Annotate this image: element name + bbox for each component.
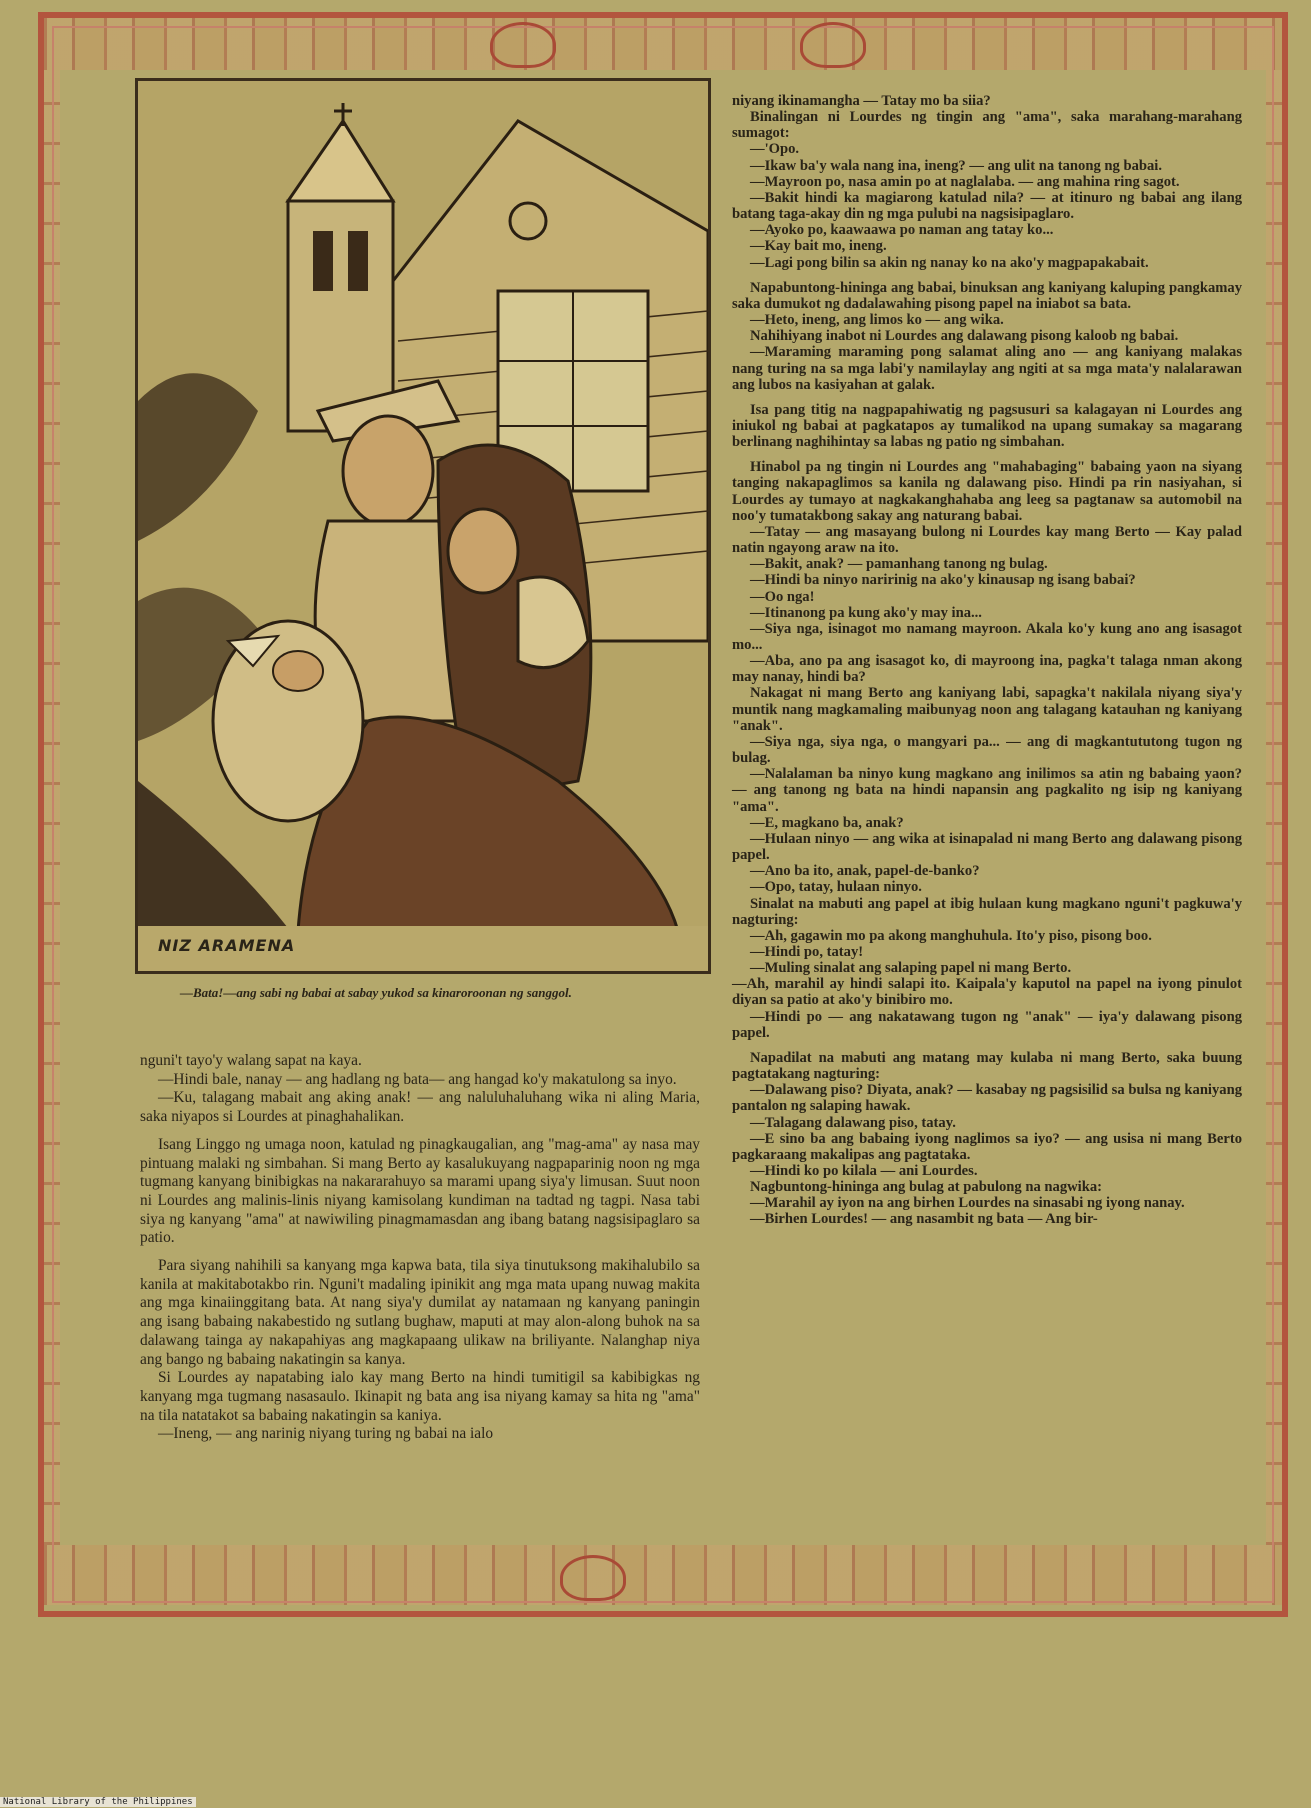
paragraph: —Mayroon po, nasa amin po at naglalaba. — ang mahina ring sagot.: [750, 173, 1180, 190]
paragraph: Nagbuntong-hininga ang bulag at pabulong na nagwika:: [750, 1179, 1103, 1196]
paragraph: —Bakit, anak? — pamanhang tanong ng bulag.: [750, 556, 1048, 573]
paragraph: Napadilat na mabuti ang matang may kulaba ni mang Berto, saka buung pagtatakang nagturing:: [732, 1049, 1242, 1083]
paragraph: —Talagang dalawang piso, tatay.: [750, 1114, 956, 1131]
paragraph: —Marahil ay iyon na ang birhen Lourdes na sinasabi ng iyong nanay.: [750, 1195, 1185, 1212]
story-illustration: [135, 78, 711, 974]
illustration-caption: —Bata!—ang sabi ng babai at sabay yukod sa kinaroroonan ng sanggol.: [180, 985, 572, 1000]
paragraph: —Maraming maraming pong salamat aling ano — ang kaniyang malakas nang turing na sa mga labi'y namilaylay ang ngiti at sa mga mata'y nalalarawan ang lubos na kasiyahan at galak.: [732, 344, 1242, 393]
artist-signature: NIZ ARAMENA: [158, 936, 296, 955]
left-text-column: [140, 1052, 700, 1444]
illustration-drawing: [138, 81, 708, 971]
paragraph: —Siya nga, isinagot mo namang mayroon. Akala ko'y kung ano ang isasagot mo...: [732, 620, 1242, 653]
paragraph: —Ineng, — ang narinig niyang turing ng babai na ialo: [158, 1425, 494, 1443]
paragraph: —Ikaw ba'y wala nang ina, ineng? — ang ulit na tanong ng babai.: [750, 157, 1162, 174]
paragraph: Napabuntong-hininga ang babai, binuksan ang kaniyang kaluping pangkamay saka dumukot ng dadalawahing pisong papel na iniabot sa bata.: [732, 279, 1242, 312]
paragraph: Binalingan ni Lourdes ng tingin ang "ama", saka marahang-marahang sumagot:: [732, 109, 1242, 142]
paragraph: —Hulaan ninyo — ang wika at isinapalad ni mang Berto ang dalawang pisong papel.: [732, 830, 1242, 864]
paragraph: —Ano ba ito, anak, papel-de-banko?: [750, 863, 980, 880]
paragraph: —Nalalaman ba ninyo kung magkano ang inilimos sa atin ng babaing yaon? — ang tanong ng bata na hindi napansin ang pagkalito ng isip ng kaniyang "ama".: [732, 766, 1242, 815]
paragraph: —Tatay — ang masayang bulong ni Lourdes kay mang Berto — Kay palad natin ngayong araw na ito.: [732, 523, 1242, 557]
paragraph: Isang Linggo ng umaga noon, katulad ng pinagkaugalian, ang "mag-ama" ay nasa may pintuang malaki ng simbahan. Si mang Berto ay kasalukuyang nagpaparinig noon ng mga tugmang kanyang binibigkas na nakararahuyo sa marami upang siya'y limusan. Suut noon ni Lourdes ang malinis-linis niyang kamisolang kundiman na tadtad ng tagpi. Nasa tabi siya ng kanyang "ama" at nawiwiling pinagmamasdan ang ibang batang nagsisipaglaro sa patio.: [140, 1135, 700, 1247]
paragraph: —'Opo.: [750, 141, 800, 158]
paragraph: —Birhen Lourdes! — ang nasambit ng bata — Ang bir-: [750, 1211, 1098, 1228]
library-credit: National Library of the Philippines: [0, 1797, 196, 1807]
paragraph: —Lagi pong bilin sa akin ng nanay ko na ako'y magpapakabait.: [750, 254, 1149, 271]
paragraph: —Oo nga!: [750, 588, 815, 605]
paragraph: —Ku, talagang mabait ang aking anak! — ang naluluhaluhang wika ni aling Maria, saka niyapos si Lourdes at pinaghahalikan.: [140, 1089, 700, 1126]
paragraph: Nahihiyang inabot ni Lourdes ang dalawang pisong kaloob ng babai.: [750, 328, 1179, 345]
paragraph: —Muling sinalat ang salaping papel ni mang Berto.: [750, 960, 1072, 977]
paragraph: —Ah, gagawin mo pa akong manghuhula. Ito'y piso, pisong boo.: [750, 927, 1152, 944]
paragraph: —Dalawang piso? Diyata, anak? — kasabay ng pagsisilid sa bulsa ng kaniyang pantalon ng salaping hawak.: [732, 1082, 1242, 1115]
paragraph: —Heto, ineng, ang limos ko — ang wika.: [750, 312, 1004, 329]
right-text-column: [732, 93, 1242, 1228]
paragraph: —Siya nga, siya nga, o mangyari pa... — ang di magkantututong tugon ng bulag.: [732, 733, 1242, 767]
paragraph: —Hindi ba ninyo naririnig na ako'y kinausap ng isang babai?: [750, 572, 1136, 589]
paragraph: —Aba, ano pa ang isasagot ko, di mayroong ina, pagka't talaga nman akong may nanay, hindi ba?: [732, 653, 1242, 686]
paragraph: —Ayoko po, kaawaawa po naman ang tatay ko...: [750, 222, 1054, 239]
top-center-ornament-icon: [490, 22, 556, 68]
paragraph: niyang ikinamangha — Tatay mo ba siia?: [732, 93, 991, 109]
bottom-center-ornament-icon: [560, 1555, 626, 1601]
paragraph: Isa pang titig na nagpapahiwatig ng pagsusuri sa kalagayan ni Lourdes ang iniukol ng babai at pagkatapos ay tumalikod na upang sumakay sa magarang berlinang naghihintay sa labas ng patio ng simbahan.: [732, 401, 1242, 451]
paragraph: —Hindi po — ang nakatawang tugon ng "anak" — iya'y dalawang pisong papel.: [732, 1008, 1242, 1041]
paragraph: nguni't tayo'y walang sapat na kaya.: [140, 1052, 362, 1069]
top-right-ornament-icon: [800, 22, 866, 68]
paragraph: —Bakit hindi ka magiarong katulad nila? — at itinuro ng babai ang ilang batang taga-akay din ng mga pulubi na nagsisipaglaro.: [732, 189, 1242, 223]
paragraph: Si Lourdes ay napatabing ialo kay mang Berto na hindi tumitigil sa kabibigkas ng kanyang mga tugmang nasasaulo. Ikinapit ng bata ang isa niyang kamay sa hita ng "ama" na tila natatakot sa babaing nakatingin sa kaniya.: [140, 1369, 700, 1424]
paragraph: Sinalat na mabuti ang papel at ibig hulaan kung magkano nguni't pagkuwa'y nagturing:: [732, 895, 1242, 928]
paragraph: —Hindi bale, nanay — ang hadlang ng bata— ang hangad ko'y makatulong sa inyo.: [158, 1070, 677, 1088]
paragraph: —Itinanong pa kung ako'y may ina...: [750, 604, 982, 621]
paragraph: Hinabol pa ng tingin ni Lourdes ang "mahabaging" babaing yaon na siyang tanging nakapaglimos sa kanila ng dalawang piso. Hindi pa rin nasiyahan, si Lourdes ay tumayo at nagkakanghahaba ang leeg sa pagtanaw sa automobil na noo'y tumatakbong sakay ang naturang babai.: [732, 459, 1242, 524]
paragraph: Para siyang nahihili sa kanyang mga kapwa bata, tila siya tinutuksong makihalubilo sa kanila at makitabotakbo rin. Nguni't madaling ipinikit ang mga mata upang nuwag makita ang mga kinaiinggitang bata. At nang siya'y dumilat ay natamaan ng kanyang paningin ang isang babaing nakabestido ng sutlang bughaw, maputi at may alon-along buhok na sa dalawang tainga ay nakapahiyas ang magkapaang ulikaw na briliyante. Nalanghap niya ang bango ng babaing nakatingin sa kanya.: [140, 1257, 700, 1368]
paragraph: —Ah, marahil ay hindi salapi ito. Kaipala'y kaputol na papel na iyong pinulot diyan sa patio at ako'y binibiro mo.: [732, 976, 1242, 1009]
paragraph: —Hindi po, tatay!: [750, 943, 864, 960]
paragraph: —E sino ba ang babaing iyong naglimos sa iyo? — ang usisa ni mang Berto pagkaraang makalipas ang pagtataka.: [732, 1130, 1242, 1163]
paragraph: —Kay bait mo, ineng.: [750, 238, 887, 255]
paragraph: —Hindi ko po kilala — ani Lourdes.: [750, 1163, 978, 1179]
paragraph: —Opo, tatay, hulaan ninyo.: [750, 879, 922, 896]
paragraph: Nakagat ni mang Berto ang kaniyang labi, sapagka't nakilala niyang siya'y muntik nang magkamaling maibunyag noon ang talagang katauhan ng kaniyang "anak".: [732, 685, 1242, 734]
paragraph: —E, magkano ba, anak?: [750, 814, 904, 831]
